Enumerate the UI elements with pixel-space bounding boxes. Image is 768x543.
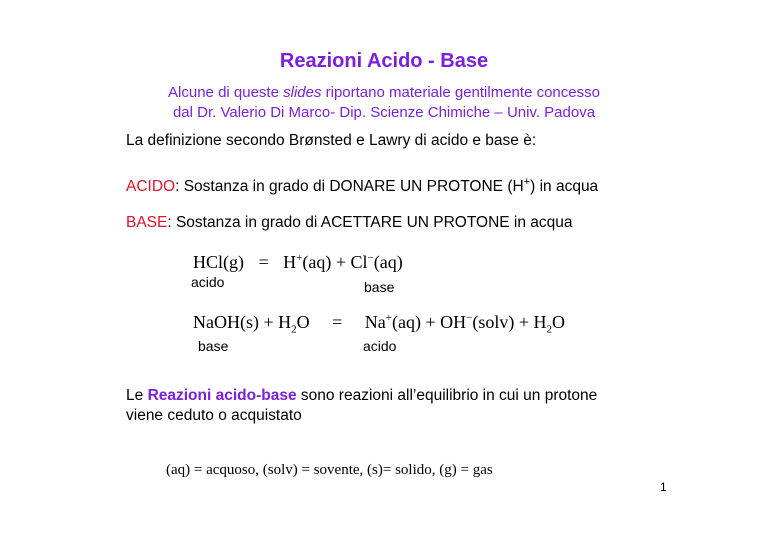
plus-sign: + [335,252,347,272]
attribution-emphasis: slides [283,84,322,101]
state: (aq) [302,252,332,272]
intro-text: La definizione secondo Brønsted e Lawry di acido e base è: [126,132,537,149]
label-base-2: base [198,338,229,354]
base-definition-text: : Sostanza in grado di ACETTARE UN PROTONE in acqua [167,214,573,231]
hydrogen-ion: H [283,252,297,272]
subscript: 2 [291,323,297,336]
sodium-ion: Na [364,312,386,332]
label-base: base [364,279,395,295]
plus-sign: + [518,312,530,332]
conclusion-text: Le [126,387,148,404]
equation-2 [193,312,565,336]
attribution-line-2: dal Dr. Valerio Di Marco- Dip. Scienze Chimiche – Univ. Padova [172,104,596,121]
charge: − [466,312,473,324]
conclusion-line-1 [126,386,597,406]
water-h: H [278,312,292,332]
conclusion-line-2: viene ceduto o acquistato [126,407,302,424]
conclusion-highlight: Reazioni acido-base [147,387,297,404]
base-term: BASE [126,214,168,231]
attribution-text: riportano materiale gentilmente concesso [321,84,600,101]
label-acid: acido [191,274,225,290]
label-acid-2: acido [363,338,397,354]
equals-sign: = [258,252,269,272]
equation-1 [193,252,403,273]
chloride-ion: Cl [350,252,368,272]
water-h: H [533,312,547,332]
charge: − [367,252,374,264]
water-o: O [296,312,310,332]
proton-charge: + [523,176,531,188]
attribution-text: Alcune di queste [168,84,284,101]
charge: + [296,252,303,264]
conclusion-text: sono reazioni all’equilibrio in cui un protone [296,387,598,404]
charge: + [385,312,393,324]
equals-sign: = [332,312,343,332]
naoh-formula: NaOH(s) [193,312,259,332]
acid-definition [126,172,598,197]
slide-title: Reazioni Acido - Base [279,50,489,72]
plus-sign: + [263,312,274,332]
page-number: 1 [660,480,667,494]
subscript: 2 [546,323,553,336]
attribution-line-1 [0,84,768,102]
hcl-formula: HCl(g) [193,252,244,272]
base-definition [126,213,573,233]
hydroxide-ion: OH [440,312,467,332]
water-o: O [552,312,566,332]
state: (aq) [392,312,421,332]
acid-definition-text: ) in acqua [530,178,599,196]
state: (aq) [373,252,403,272]
state-legend: (aq) = acquoso, (solv) = sovente, (s)= solido, (g) = gas [166,462,493,478]
state: (solv) [472,312,515,332]
acid-definition-text: : Sostanza in grado di DONARE UN PROTONE (H [175,178,524,196]
acid-term: ACIDO [126,178,176,196]
plus-sign: + [425,312,436,332]
